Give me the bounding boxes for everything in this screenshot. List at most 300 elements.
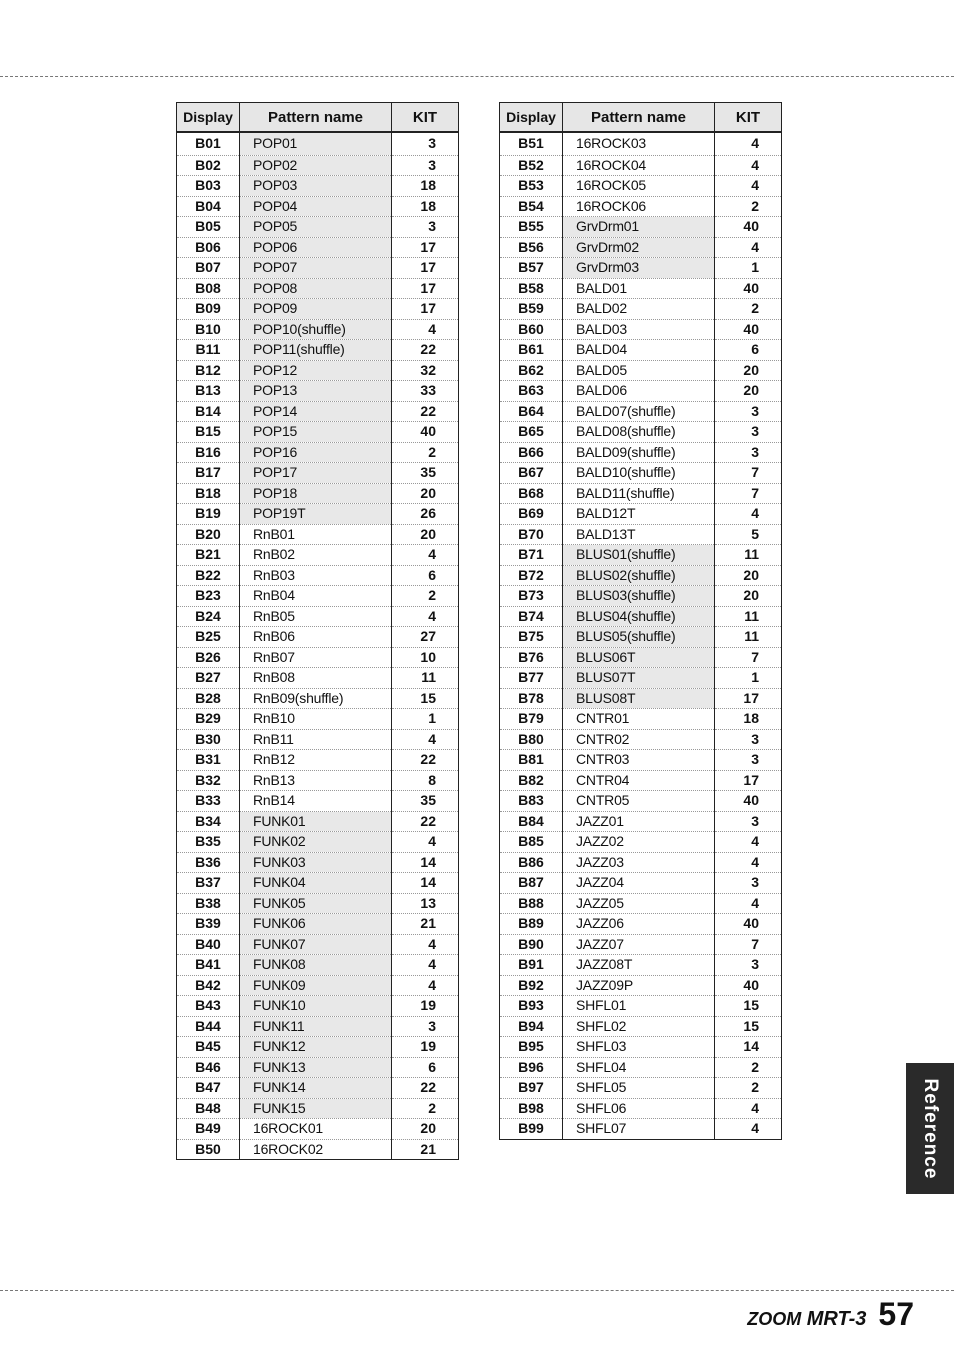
- table-row: [177, 565, 459, 586]
- kit-cell: 22: [392, 1078, 459, 1099]
- table-row: [500, 852, 782, 873]
- kit-cell: 40: [715, 791, 782, 812]
- kit-cell: 3: [715, 750, 782, 771]
- pattern-name-cell: RnB14: [240, 791, 392, 812]
- page-number: 57: [878, 1296, 914, 1332]
- column-header-kit: KIT: [715, 103, 782, 133]
- display-cell: B24: [177, 606, 240, 627]
- table-row: [177, 975, 459, 996]
- table-row: [177, 237, 459, 258]
- kit-cell: 8: [392, 770, 459, 791]
- table-row: [500, 565, 782, 586]
- pattern-name-cell: FUNK09: [240, 975, 392, 996]
- display-cell: B82: [500, 770, 563, 791]
- kit-cell: 4: [392, 545, 459, 566]
- pattern-name-cell: FUNK07: [240, 934, 392, 955]
- table-row: [177, 832, 459, 853]
- pattern-name-cell: RnB13: [240, 770, 392, 791]
- pattern-table-right: [499, 102, 782, 1140]
- kit-cell: 20: [715, 565, 782, 586]
- display-cell: B13: [177, 381, 240, 402]
- table-row: [177, 422, 459, 443]
- kit-cell: 35: [392, 791, 459, 812]
- table-row: [500, 893, 782, 914]
- display-cell: B97: [500, 1078, 563, 1099]
- pattern-name-cell: RnB10: [240, 709, 392, 730]
- table-header-row: [500, 103, 782, 133]
- kit-cell: 22: [392, 340, 459, 361]
- pattern-name-cell: SHFL07: [563, 1119, 715, 1140]
- kit-cell: 7: [715, 463, 782, 484]
- pattern-name-cell: BALD02: [563, 299, 715, 320]
- pattern-name-cell: POP16: [240, 442, 392, 463]
- kit-cell: 7: [715, 483, 782, 504]
- kit-cell: 19: [392, 1037, 459, 1058]
- table-row: [500, 299, 782, 320]
- table-row: [500, 524, 782, 545]
- kit-cell: 18: [392, 176, 459, 197]
- kit-cell: 14: [392, 873, 459, 894]
- kit-cell: 22: [392, 401, 459, 422]
- pattern-name-cell: FUNK03: [240, 852, 392, 873]
- pattern-name-cell: BALD01: [563, 278, 715, 299]
- display-cell: B91: [500, 955, 563, 976]
- table-header-row: [177, 103, 459, 133]
- display-cell: B22: [177, 565, 240, 586]
- kit-cell: 1: [715, 668, 782, 689]
- table-row: [177, 278, 459, 299]
- table-row: [500, 668, 782, 689]
- kit-cell: 15: [392, 688, 459, 709]
- table-row: [500, 442, 782, 463]
- kit-cell: 3: [392, 155, 459, 176]
- table-row: [177, 791, 459, 812]
- pattern-name-cell: FUNK01: [240, 811, 392, 832]
- column-header-kit: KIT: [392, 103, 459, 133]
- kit-cell: 18: [715, 709, 782, 730]
- display-cell: B51: [500, 132, 563, 155]
- kit-cell: 3: [715, 811, 782, 832]
- display-cell: B74: [500, 606, 563, 627]
- table-row: [177, 1098, 459, 1119]
- display-cell: B48: [177, 1098, 240, 1119]
- table-row: [500, 483, 782, 504]
- table-row: [500, 217, 782, 238]
- pattern-name-cell: POP15: [240, 422, 392, 443]
- table-row: [500, 132, 782, 155]
- pattern-name-cell: POP03: [240, 176, 392, 197]
- pattern-name-cell: POP10(shuffle): [240, 319, 392, 340]
- display-cell: B20: [177, 524, 240, 545]
- display-cell: B39: [177, 914, 240, 935]
- pattern-name-cell: CNTR04: [563, 770, 715, 791]
- table-row: [177, 1057, 459, 1078]
- display-cell: B32: [177, 770, 240, 791]
- pattern-name-cell: BLUS02(shuffle): [563, 565, 715, 586]
- kit-cell: 3: [392, 217, 459, 238]
- display-cell: B54: [500, 196, 563, 217]
- display-cell: B98: [500, 1098, 563, 1119]
- table-row: [500, 155, 782, 176]
- display-cell: B69: [500, 504, 563, 525]
- table-row: [177, 545, 459, 566]
- pattern-name-cell: CNTR01: [563, 709, 715, 730]
- table-row: [177, 319, 459, 340]
- display-cell: B76: [500, 647, 563, 668]
- table-row: [500, 237, 782, 258]
- display-cell: B23: [177, 586, 240, 607]
- pattern-name-cell: FUNK11: [240, 1016, 392, 1037]
- table-row: [500, 545, 782, 566]
- kit-cell: 4: [392, 606, 459, 627]
- display-cell: B99: [500, 1119, 563, 1140]
- kit-cell: 40: [392, 422, 459, 443]
- kit-cell: 3: [392, 132, 459, 155]
- display-cell: B75: [500, 627, 563, 648]
- kit-cell: 11: [715, 606, 782, 627]
- pattern-name-cell: RnB03: [240, 565, 392, 586]
- kit-cell: 4: [715, 852, 782, 873]
- kit-cell: 20: [392, 524, 459, 545]
- kit-cell: 21: [392, 914, 459, 935]
- display-cell: B12: [177, 360, 240, 381]
- pattern-name-cell: BALD10(shuffle): [563, 463, 715, 484]
- pattern-name-cell: FUNK05: [240, 893, 392, 914]
- pattern-name-cell: 16ROCK04: [563, 155, 715, 176]
- kit-cell: 14: [715, 1037, 782, 1058]
- pattern-name-cell: SHFL01: [563, 996, 715, 1017]
- column-header-pattern-name: Pattern name: [240, 103, 392, 133]
- pattern-name-cell: POP01: [240, 132, 392, 155]
- display-cell: B43: [177, 996, 240, 1017]
- pattern-name-cell: RnB07: [240, 647, 392, 668]
- kit-cell: 3: [715, 401, 782, 422]
- pattern-name-cell: SHFL03: [563, 1037, 715, 1058]
- pattern-name-cell: SHFL04: [563, 1057, 715, 1078]
- display-cell: B01: [177, 132, 240, 155]
- pattern-name-cell: RnB06: [240, 627, 392, 648]
- display-cell: B92: [500, 975, 563, 996]
- display-cell: B28: [177, 688, 240, 709]
- table-row: [177, 1119, 459, 1140]
- pattern-name-cell: FUNK13: [240, 1057, 392, 1078]
- kit-cell: 7: [715, 934, 782, 955]
- kit-cell: 3: [715, 729, 782, 750]
- column-header-display: Display: [177, 103, 240, 133]
- kit-cell: 4: [392, 319, 459, 340]
- table-row: [500, 709, 782, 730]
- kit-cell: 2: [392, 1098, 459, 1119]
- column-header-pattern-name: Pattern name: [563, 103, 715, 133]
- column-header-display: Display: [500, 103, 563, 133]
- pattern-name-cell: JAZZ06: [563, 914, 715, 935]
- kit-cell: 40: [715, 217, 782, 238]
- page-footer: [747, 1296, 914, 1333]
- kit-cell: 35: [392, 463, 459, 484]
- kit-cell: 11: [715, 627, 782, 648]
- table-row: [500, 996, 782, 1017]
- table-row: [500, 811, 782, 832]
- kit-cell: 14: [392, 852, 459, 873]
- table-row: [500, 319, 782, 340]
- reference-side-tab: [906, 1063, 954, 1194]
- table-row: [500, 1037, 782, 1058]
- display-cell: B89: [500, 914, 563, 935]
- pattern-name-cell: BLUS04(shuffle): [563, 606, 715, 627]
- table-row: [500, 422, 782, 443]
- pattern-name-cell: POP12: [240, 360, 392, 381]
- pattern-name-cell: POP17: [240, 463, 392, 484]
- pattern-name-cell: BALD11(shuffle): [563, 483, 715, 504]
- pattern-name-cell: GrvDrm01: [563, 217, 715, 238]
- pattern-name-cell: BALD13T: [563, 524, 715, 545]
- display-cell: B90: [500, 934, 563, 955]
- pattern-name-cell: CNTR05: [563, 791, 715, 812]
- table-row: [500, 1078, 782, 1099]
- table-row: [177, 729, 459, 750]
- kit-cell: 13: [392, 893, 459, 914]
- pattern-name-cell: FUNK02: [240, 832, 392, 853]
- display-cell: B25: [177, 627, 240, 648]
- table-row: [500, 360, 782, 381]
- table-row: [500, 401, 782, 422]
- pattern-name-cell: BLUS08T: [563, 688, 715, 709]
- table-row: [177, 132, 459, 155]
- pattern-name-cell: FUNK06: [240, 914, 392, 935]
- kit-cell: 4: [392, 975, 459, 996]
- pattern-name-cell: FUNK04: [240, 873, 392, 894]
- pattern-name-cell: FUNK08: [240, 955, 392, 976]
- table-row: [177, 360, 459, 381]
- display-cell: B87: [500, 873, 563, 894]
- table-row: [500, 729, 782, 750]
- pattern-name-cell: CNTR02: [563, 729, 715, 750]
- reference-tab-label: Reference: [920, 1078, 941, 1179]
- display-cell: B73: [500, 586, 563, 607]
- display-cell: B46: [177, 1057, 240, 1078]
- pattern-name-cell: POP05: [240, 217, 392, 238]
- display-cell: B96: [500, 1057, 563, 1078]
- table-row: [177, 1016, 459, 1037]
- display-cell: B08: [177, 278, 240, 299]
- display-cell: B59: [500, 299, 563, 320]
- pattern-name-cell: RnB08: [240, 668, 392, 689]
- kit-cell: 3: [392, 1016, 459, 1037]
- kit-cell: 26: [392, 504, 459, 525]
- kit-cell: 17: [715, 688, 782, 709]
- table-row: [177, 647, 459, 668]
- table-row: [500, 914, 782, 935]
- pattern-name-cell: RnB05: [240, 606, 392, 627]
- table-row: [500, 258, 782, 279]
- pattern-name-cell: JAZZ08T: [563, 955, 715, 976]
- display-cell: B19: [177, 504, 240, 525]
- display-cell: B27: [177, 668, 240, 689]
- display-cell: B37: [177, 873, 240, 894]
- pattern-name-cell: 16ROCK05: [563, 176, 715, 197]
- display-cell: B47: [177, 1078, 240, 1099]
- table-row: [500, 791, 782, 812]
- pattern-table-left-body: [177, 132, 459, 1160]
- table-row: [177, 627, 459, 648]
- kit-cell: 6: [715, 340, 782, 361]
- display-cell: B15: [177, 422, 240, 443]
- display-cell: B81: [500, 750, 563, 771]
- display-cell: B94: [500, 1016, 563, 1037]
- display-cell: B77: [500, 668, 563, 689]
- kit-cell: 1: [392, 709, 459, 730]
- table-row: [500, 955, 782, 976]
- kit-cell: 4: [392, 832, 459, 853]
- pattern-name-cell: FUNK10: [240, 996, 392, 1017]
- table-row: [500, 504, 782, 525]
- table-row: [500, 586, 782, 607]
- kit-cell: 4: [715, 1098, 782, 1119]
- pattern-name-cell: RnB02: [240, 545, 392, 566]
- pattern-name-cell: JAZZ05: [563, 893, 715, 914]
- pattern-name-cell: CNTR03: [563, 750, 715, 771]
- pattern-name-cell: BALD05: [563, 360, 715, 381]
- kit-cell: 2: [715, 1078, 782, 1099]
- table-row: [177, 586, 459, 607]
- pattern-name-cell: POP14: [240, 401, 392, 422]
- display-cell: B95: [500, 1037, 563, 1058]
- display-cell: B88: [500, 893, 563, 914]
- kit-cell: 33: [392, 381, 459, 402]
- kit-cell: 17: [392, 258, 459, 279]
- kit-cell: 6: [392, 565, 459, 586]
- kit-cell: 17: [715, 770, 782, 791]
- table-row: [177, 606, 459, 627]
- table-row: [500, 770, 782, 791]
- table-row: [500, 196, 782, 217]
- display-cell: B63: [500, 381, 563, 402]
- display-cell: B03: [177, 176, 240, 197]
- kit-cell: 4: [715, 893, 782, 914]
- pattern-name-cell: POP06: [240, 237, 392, 258]
- kit-cell: 15: [715, 1016, 782, 1037]
- display-cell: B42: [177, 975, 240, 996]
- display-cell: B66: [500, 442, 563, 463]
- pattern-name-cell: JAZZ02: [563, 832, 715, 853]
- display-cell: B49: [177, 1119, 240, 1140]
- display-cell: B41: [177, 955, 240, 976]
- pattern-name-cell: BALD04: [563, 340, 715, 361]
- pattern-name-cell: POP02: [240, 155, 392, 176]
- table-row: [177, 770, 459, 791]
- table-row: [500, 832, 782, 853]
- kit-cell: 19: [392, 996, 459, 1017]
- table-row: [500, 606, 782, 627]
- kit-cell: 4: [715, 504, 782, 525]
- display-cell: B29: [177, 709, 240, 730]
- kit-cell: 2: [392, 442, 459, 463]
- kit-cell: 40: [715, 914, 782, 935]
- table-row: [177, 893, 459, 914]
- pattern-name-cell: BLUS03(shuffle): [563, 586, 715, 607]
- kit-cell: 20: [715, 586, 782, 607]
- brand-logo: [747, 1308, 866, 1331]
- pattern-name-cell: POP18: [240, 483, 392, 504]
- pattern-name-cell: BLUS01(shuffle): [563, 545, 715, 566]
- display-cell: B38: [177, 893, 240, 914]
- pattern-name-cell: JAZZ07: [563, 934, 715, 955]
- display-cell: B06: [177, 237, 240, 258]
- pattern-name-cell: BALD03: [563, 319, 715, 340]
- kit-cell: 5: [715, 524, 782, 545]
- kit-cell: 4: [392, 729, 459, 750]
- kit-cell: 18: [392, 196, 459, 217]
- display-cell: B53: [500, 176, 563, 197]
- display-cell: B35: [177, 832, 240, 853]
- top-dashed-rule: [0, 76, 954, 77]
- kit-cell: 4: [715, 176, 782, 197]
- table-row: [177, 463, 459, 484]
- pattern-name-cell: POP08: [240, 278, 392, 299]
- display-cell: B30: [177, 729, 240, 750]
- kit-cell: 4: [392, 934, 459, 955]
- display-cell: B72: [500, 565, 563, 586]
- pattern-name-cell: RnB04: [240, 586, 392, 607]
- table-row: [500, 750, 782, 771]
- pattern-name-cell: BALD06: [563, 381, 715, 402]
- kit-cell: 7: [715, 647, 782, 668]
- display-cell: B02: [177, 155, 240, 176]
- table-row: [500, 688, 782, 709]
- table-row: [500, 1098, 782, 1119]
- pattern-name-cell: BALD08(shuffle): [563, 422, 715, 443]
- display-cell: B93: [500, 996, 563, 1017]
- display-cell: B61: [500, 340, 563, 361]
- table-row: [177, 750, 459, 771]
- display-cell: B26: [177, 647, 240, 668]
- kit-cell: 21: [392, 1139, 459, 1160]
- pattern-name-cell: RnB11: [240, 729, 392, 750]
- display-cell: B71: [500, 545, 563, 566]
- brand-model: MRT-3: [806, 1308, 867, 1330]
- table-row: [500, 873, 782, 894]
- display-cell: B04: [177, 196, 240, 217]
- kit-cell: 4: [715, 237, 782, 258]
- display-cell: B11: [177, 340, 240, 361]
- table-row: [177, 483, 459, 504]
- table-row: [500, 176, 782, 197]
- display-cell: B52: [500, 155, 563, 176]
- pattern-name-cell: BALD07(shuffle): [563, 401, 715, 422]
- table-row: [177, 709, 459, 730]
- pattern-name-cell: FUNK15: [240, 1098, 392, 1119]
- pattern-table-left: [176, 102, 459, 1160]
- display-cell: B85: [500, 832, 563, 853]
- display-cell: B10: [177, 319, 240, 340]
- display-cell: B56: [500, 237, 563, 258]
- display-cell: B65: [500, 422, 563, 443]
- brand-zoom: ZOOM: [747, 1309, 802, 1329]
- table-row: [177, 1139, 459, 1160]
- pattern-name-cell: POP07: [240, 258, 392, 279]
- kit-cell: 3: [715, 955, 782, 976]
- display-cell: B70: [500, 524, 563, 545]
- display-cell: B68: [500, 483, 563, 504]
- pattern-name-cell: RnB09(shuffle): [240, 688, 392, 709]
- table-row: [500, 934, 782, 955]
- display-cell: B09: [177, 299, 240, 320]
- kit-cell: 3: [715, 422, 782, 443]
- display-cell: B57: [500, 258, 563, 279]
- display-cell: B14: [177, 401, 240, 422]
- kit-cell: 11: [392, 668, 459, 689]
- display-cell: B62: [500, 360, 563, 381]
